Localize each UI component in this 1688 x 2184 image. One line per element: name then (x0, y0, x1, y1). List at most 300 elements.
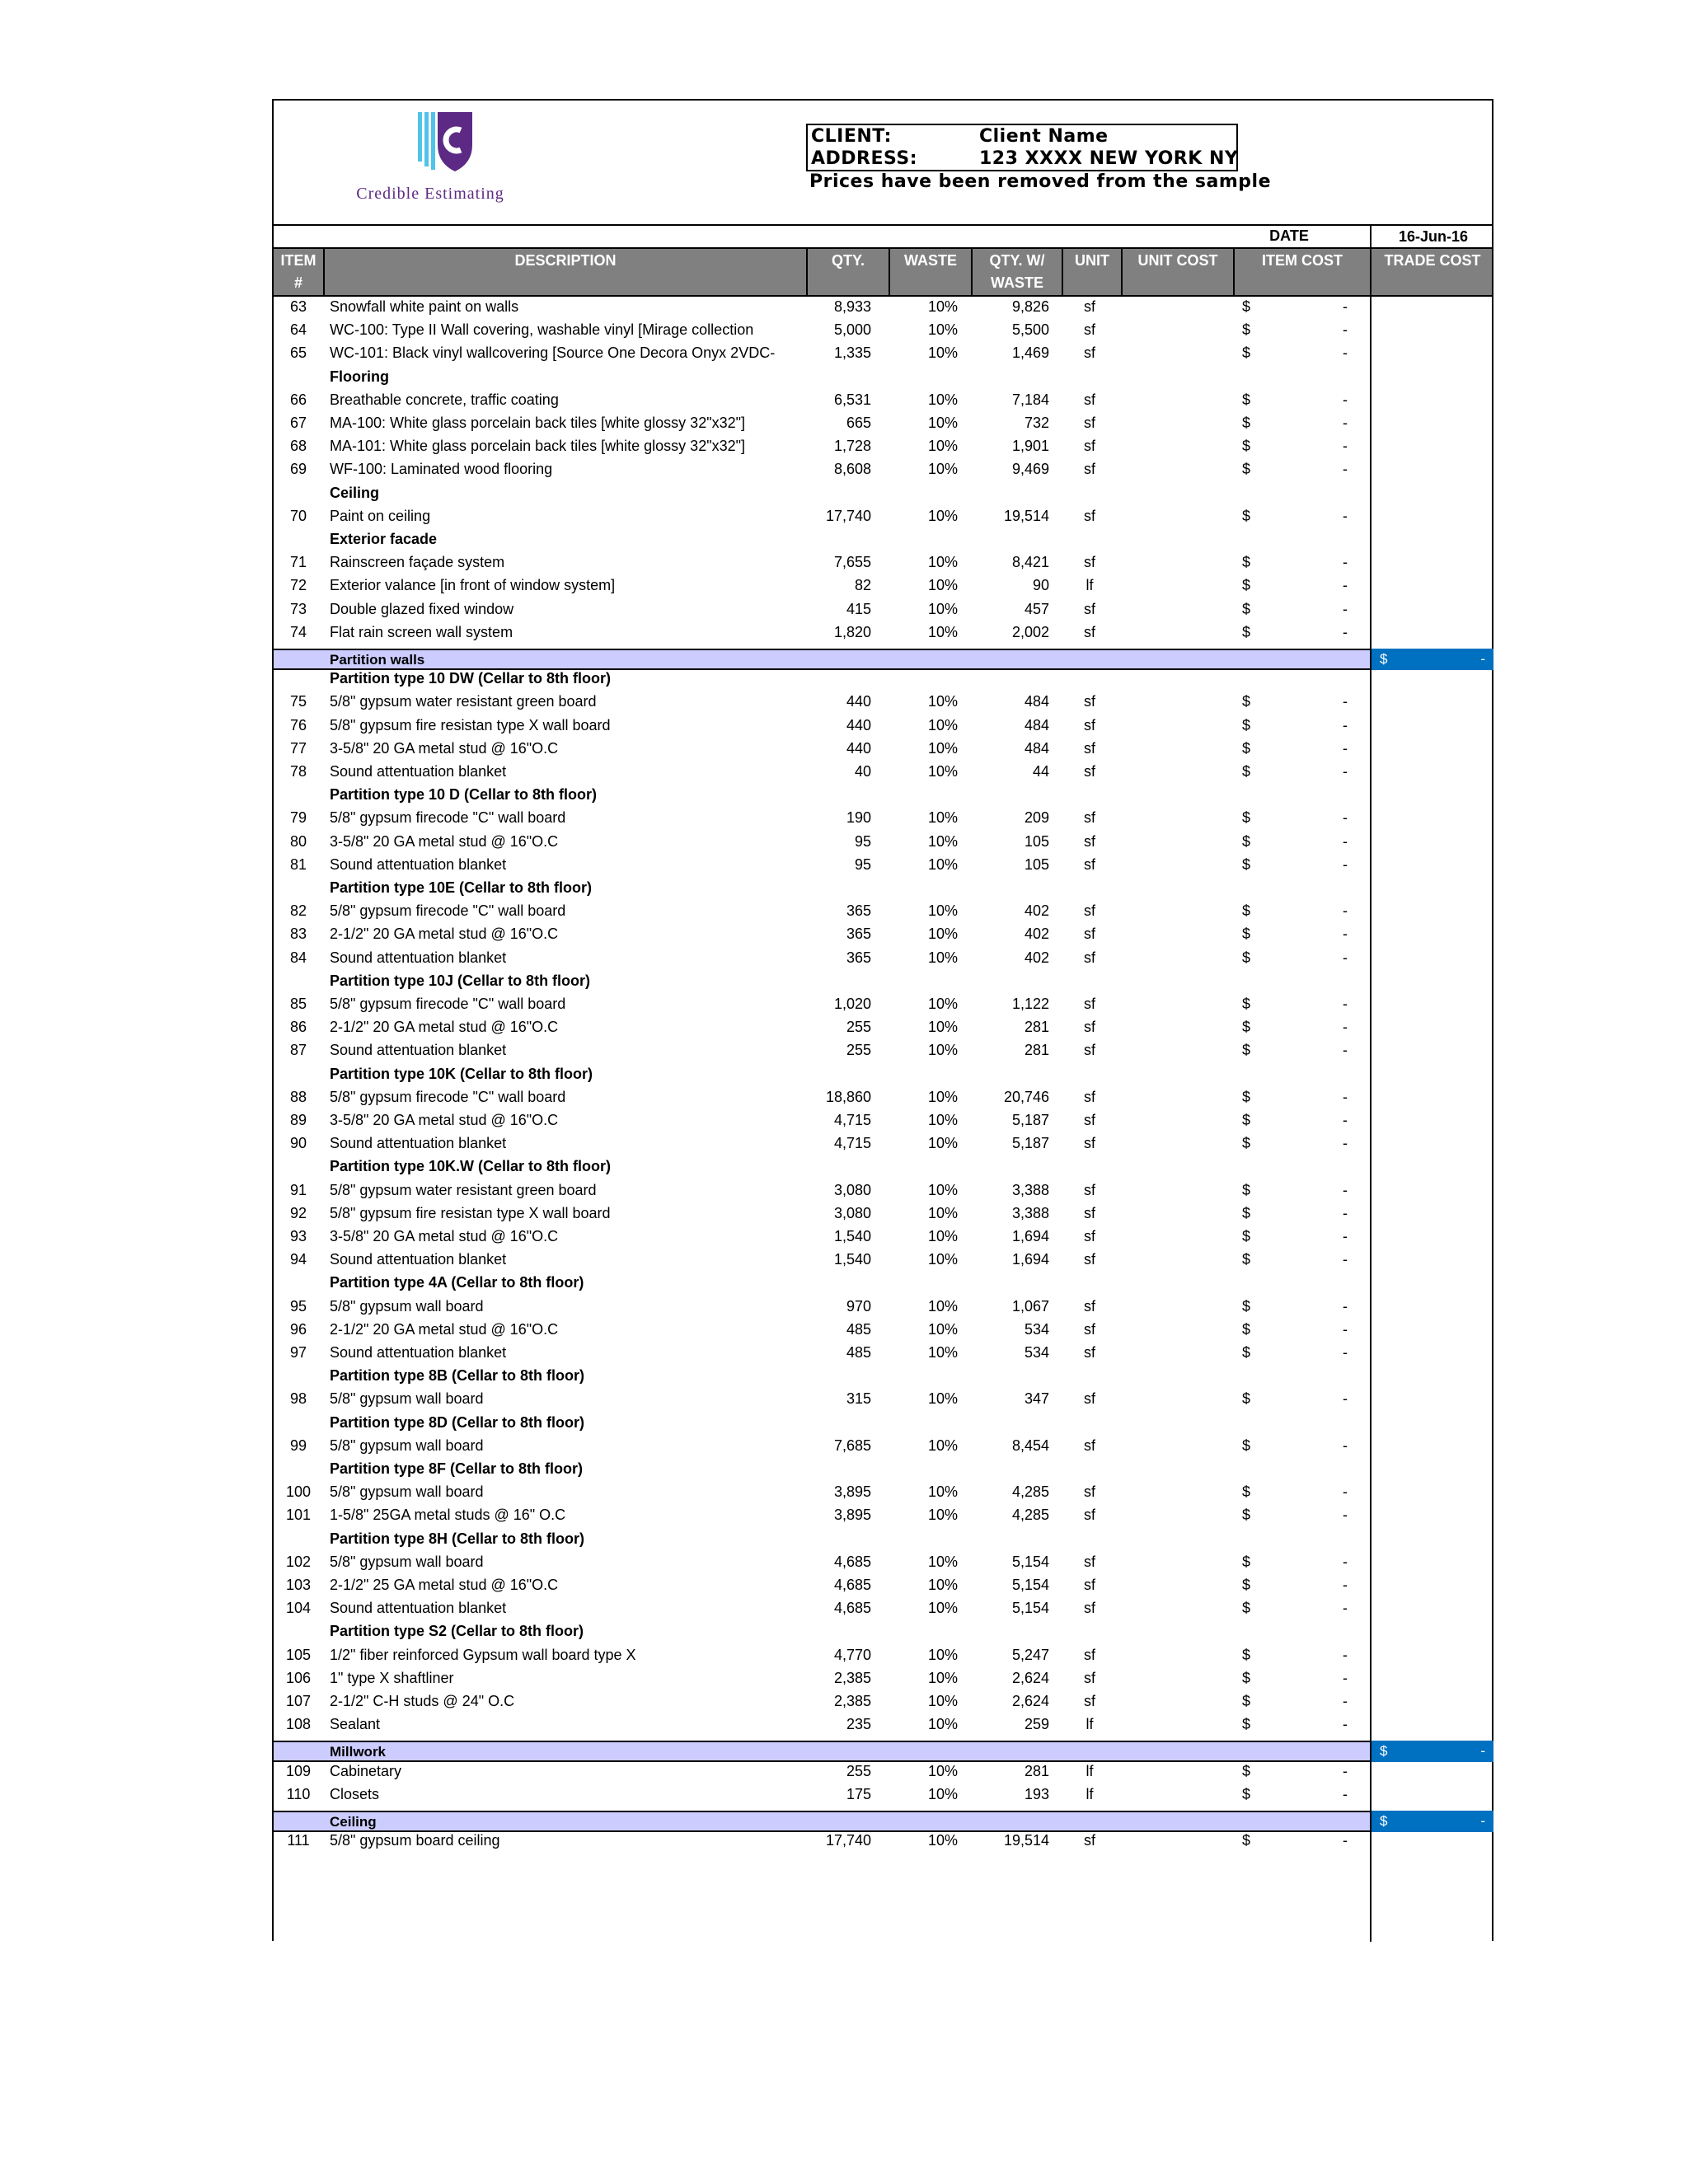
item-description: 5/8" gypsum wall board (330, 1553, 484, 1570)
price-note: Prices have been removed from the sample (809, 171, 1271, 192)
item-unit: sf (1083, 438, 1095, 455)
item-cost-value: - (1343, 1577, 1348, 1593)
item-description: 5/8" gypsum fire resistan type X wall board (330, 1204, 611, 1221)
item-waste: 10% (927, 693, 958, 710)
item-number: 105 (285, 1646, 312, 1663)
item-waste: 10% (927, 809, 958, 827)
item-qty-with-waste: 1,694 (1011, 1251, 1049, 1268)
item-cost-currency: $ (1242, 577, 1251, 594)
item-qty: 7,685 (833, 1436, 871, 1454)
item-cost-value: - (1343, 1646, 1348, 1663)
item-unit: sf (1083, 298, 1095, 315)
subheading-label: Exterior facade (330, 531, 438, 547)
subheading-row (274, 1530, 1492, 1552)
item-qty: 1,335 (833, 344, 871, 362)
item-number: 81 (289, 855, 307, 873)
item-unit: sf (1083, 1577, 1095, 1593)
item-description: Sound attentuation blanket (330, 1344, 507, 1361)
item-qty-with-waste: 1,694 (1011, 1228, 1049, 1244)
subheading-row (274, 670, 1492, 691)
item-unit: sf (1083, 623, 1095, 640)
item-description: Sealant (330, 1716, 381, 1733)
item-cost-value: - (1343, 623, 1348, 640)
subheading-label: Partition type 10E (Cellar to 8th floor) (330, 879, 593, 896)
item-description: Sound attentuation blanket (330, 1600, 507, 1617)
item-description: Sound attentuation blanket (330, 1042, 507, 1059)
table-row (274, 1577, 1492, 1598)
item-cost-value: - (1343, 1019, 1348, 1036)
subheading-row (274, 1414, 1492, 1436)
item-cost-value: - (1343, 1112, 1348, 1128)
item-description: 2-1/2" 25 GA metal stud @ 16"O.C (330, 1577, 559, 1593)
item-unit: sf (1083, 507, 1095, 524)
item-qty: 6,531 (833, 391, 871, 408)
item-qty: 2,385 (833, 1693, 871, 1709)
trade-total-value: - (1480, 1813, 1485, 1829)
item-waste: 10% (927, 1600, 958, 1617)
item-number: 108 (285, 1716, 312, 1733)
item-cost-value: - (1343, 344, 1348, 362)
item-unit: sf (1083, 949, 1095, 966)
subheading-label: Ceiling (330, 484, 380, 501)
item-waste: 10% (927, 996, 958, 1012)
item-waste: 10% (927, 832, 958, 850)
item-cost-value: - (1343, 996, 1348, 1012)
item-cost-value: - (1343, 1297, 1348, 1315)
item-description: 5/8" gypsum firecode "C" wall board (330, 902, 566, 920)
item-qty: 5,000 (833, 321, 871, 339)
item-qty-with-waste: 402 (1024, 949, 1049, 966)
item-description: Breathable concrete, traffic coating (330, 391, 559, 408)
table-row (274, 1483, 1492, 1505)
item-qty-with-waste: 2,624 (1011, 1693, 1049, 1709)
item-description: Snowfall white paint on walls (330, 298, 519, 315)
item-qty-with-waste: 484 (1024, 693, 1049, 710)
item-qty: 4,685 (833, 1577, 871, 1593)
item-cost-currency: $ (1242, 1832, 1251, 1849)
subheading-row (274, 1274, 1492, 1296)
table-row (274, 461, 1492, 482)
item-number: 72 (289, 577, 307, 594)
item-cost-currency: $ (1242, 926, 1251, 943)
item-description: Double glazed fixed window (330, 600, 514, 617)
item-description: 5/8" gypsum wall board (330, 1483, 484, 1501)
subheading-label: Partition type 8F (Cellar to 8th floor) (330, 1460, 584, 1477)
item-cost-currency: $ (1242, 321, 1251, 339)
item-qty: 4,715 (833, 1135, 871, 1152)
item-qty: 3,080 (833, 1181, 871, 1198)
item-cost-value: - (1343, 1390, 1348, 1408)
col-description: DESCRIPTION (325, 249, 808, 295)
item-number: 91 (289, 1181, 307, 1198)
item-cost-value: - (1343, 321, 1348, 339)
item-unit: sf (1083, 1436, 1095, 1454)
estimate-sheet (272, 99, 1493, 1941)
item-cost-value: - (1343, 1320, 1348, 1338)
item-waste: 10% (927, 1577, 958, 1593)
item-qty-with-waste: 484 (1024, 739, 1049, 757)
table-row (274, 1786, 1492, 1807)
item-description: MA-101: White glass porcelain back tiles [white glossy 32"x32"] (330, 438, 746, 455)
item-qty-with-waste: 457 (1024, 600, 1049, 617)
table-row (274, 1135, 1492, 1156)
item-description: 3-5/8" 20 GA metal stud @ 16"O.C (330, 1112, 559, 1128)
table-row (274, 1600, 1492, 1621)
item-description: Closets (330, 1785, 380, 1802)
item-number: 69 (289, 461, 307, 478)
subheading-row (274, 531, 1492, 552)
item-qty-with-waste: 2,002 (1011, 623, 1049, 640)
item-qty-with-waste: 20,746 (1003, 1088, 1049, 1105)
item-cost-currency: $ (1242, 996, 1251, 1012)
item-unit: sf (1083, 415, 1095, 431)
table-row (274, 1670, 1492, 1691)
subheading-row (274, 1066, 1492, 1087)
item-unit: sf (1083, 1600, 1095, 1617)
item-cost-value: - (1343, 1600, 1348, 1617)
item-unit: sf (1083, 1228, 1095, 1244)
item-unit: sf (1083, 693, 1095, 710)
item-unit: sf (1083, 739, 1095, 757)
item-unit: sf (1083, 855, 1095, 873)
item-description: 3-5/8" 20 GA metal stud @ 16"O.C (330, 832, 559, 850)
currency-sign: $ (1380, 1743, 1388, 1760)
item-number: 82 (289, 902, 307, 920)
item-description: 5/8" gypsum wall board (330, 1390, 484, 1408)
item-cost-value: - (1343, 1181, 1348, 1198)
item-unit: sf (1083, 344, 1095, 362)
item-cost-currency: $ (1242, 461, 1251, 478)
item-qty-with-waste: 2,624 (1011, 1669, 1049, 1686)
item-cost-value: - (1343, 415, 1348, 431)
item-cost-currency: $ (1242, 298, 1251, 315)
item-cost-value: - (1343, 1669, 1348, 1686)
item-description: Sound attentuation blanket (330, 855, 507, 873)
item-waste: 10% (927, 1112, 958, 1128)
item-cost-currency: $ (1242, 554, 1251, 571)
table-row (274, 1182, 1492, 1203)
item-description: 5/8" gypsum wall board (330, 1297, 484, 1315)
table-row (274, 1112, 1492, 1133)
item-unit: sf (1083, 1669, 1095, 1686)
item-description: 2-1/2" C-H studs @ 24" O.C (330, 1693, 515, 1709)
section-band (274, 649, 1492, 670)
item-description: 3-5/8" 20 GA metal stud @ 16"O.C (330, 739, 559, 757)
item-qty: 440 (846, 716, 871, 733)
item-description: Exterior valance [in front of window system] (330, 577, 616, 594)
item-qty: 82 (854, 577, 871, 594)
item-qty: 4,715 (833, 1112, 871, 1128)
item-qty: 1,540 (833, 1251, 871, 1268)
item-description: Paint on ceiling (330, 507, 431, 524)
item-cost-currency: $ (1242, 902, 1251, 920)
item-number: 109 (285, 1762, 312, 1779)
item-waste: 10% (927, 1762, 958, 1779)
item-number: 101 (285, 1507, 312, 1524)
item-number: 75 (289, 693, 307, 710)
item-number: 97 (289, 1344, 307, 1361)
subheading-label: Flooring (330, 368, 389, 385)
item-unit: sf (1083, 809, 1095, 827)
table-row (274, 508, 1492, 529)
item-cost-currency: $ (1242, 1483, 1251, 1501)
item-waste: 10% (927, 763, 958, 780)
item-cost-value: - (1343, 577, 1348, 594)
item-waste: 10% (927, 716, 958, 733)
item-cost-currency: $ (1242, 1112, 1251, 1128)
item-cost-value: - (1343, 1785, 1348, 1802)
item-qty: 970 (846, 1297, 871, 1315)
item-description: 5/8" gypsum firecode "C" wall board (330, 809, 566, 827)
item-cost-value: - (1343, 461, 1348, 478)
item-unit: sf (1083, 1019, 1095, 1036)
item-number: 104 (285, 1600, 312, 1617)
item-number: 111 (287, 1832, 310, 1849)
item-cost-value: - (1343, 1042, 1348, 1059)
col-unit-cost: UNIT COST (1123, 249, 1235, 295)
client-info-box (806, 124, 1238, 171)
item-qty-with-waste: 193 (1024, 1785, 1049, 1802)
item-number: 63 (289, 298, 307, 315)
table-row (274, 624, 1492, 645)
item-qty-with-waste: 484 (1024, 716, 1049, 733)
item-unit: sf (1083, 1112, 1095, 1128)
item-cost-currency: $ (1242, 739, 1251, 757)
item-qty: 8,608 (833, 461, 871, 478)
item-description: 1" type X shaftliner (330, 1669, 454, 1686)
item-cost-value: - (1343, 600, 1348, 617)
item-description: 1/2" fiber reinforced Gypsum wall board type X (330, 1646, 636, 1663)
item-qty: 190 (846, 809, 871, 827)
subheading-label: Partition type 4A (Cellar to 8th floor) (330, 1274, 584, 1291)
item-cost-value: - (1343, 739, 1348, 757)
item-waste: 10% (927, 1390, 958, 1408)
item-number: 77 (289, 739, 307, 757)
item-description: 5/8" gypsum board ceiling (330, 1832, 500, 1849)
item-unit: sf (1083, 763, 1095, 780)
table-row (274, 809, 1492, 831)
item-unit: sf (1083, 1344, 1095, 1361)
item-number: 83 (289, 926, 307, 943)
item-number: 107 (285, 1693, 312, 1709)
item-description: WC-101: Black vinyl wallcovering [Source One Decora Onyx 2VDC- (330, 344, 776, 362)
section-band (274, 1811, 1492, 1832)
item-description: 2-1/2" 20 GA metal stud @ 16"O.C (330, 1320, 559, 1338)
subheading-row (274, 879, 1492, 901)
subheading-label: Partition type 8B (Cellar to 8th floor) (330, 1367, 585, 1385)
item-description: Sound attentuation blanket (330, 1135, 507, 1152)
item-waste: 10% (927, 344, 958, 362)
item-qty-with-waste: 90 (1032, 577, 1049, 594)
item-number: 99 (289, 1436, 307, 1454)
item-cost-currency: $ (1242, 1042, 1251, 1059)
item-cost-value: - (1343, 1204, 1348, 1221)
table-row (274, 1763, 1492, 1784)
client-name: Client Name (979, 126, 1109, 147)
table-row (274, 391, 1492, 413)
item-description: WC-100: Type II Wall covering, washable vinyl [Mirage collection (330, 321, 754, 339)
item-waste: 10% (927, 1669, 958, 1686)
trade-total-value: - (1480, 1743, 1485, 1760)
sheet-header (274, 101, 1492, 224)
subheading-row (274, 1367, 1492, 1389)
item-qty-with-waste: 9,469 (1011, 461, 1049, 478)
item-cost-currency: $ (1242, 1577, 1251, 1593)
item-qty: 365 (846, 926, 871, 943)
item-qty-with-waste: 259 (1024, 1716, 1049, 1733)
item-cost-currency: $ (1242, 1716, 1251, 1733)
table-row (274, 1693, 1492, 1714)
item-unit: sf (1083, 461, 1095, 478)
item-waste: 10% (927, 926, 958, 943)
item-cost-value: - (1343, 855, 1348, 873)
item-unit: sf (1083, 1181, 1095, 1198)
item-unit: sf (1083, 321, 1095, 339)
item-description: Sound attentuation blanket (330, 763, 507, 780)
item-description: Flat rain screen wall system (330, 623, 513, 640)
item-number: 80 (289, 832, 307, 850)
section-trade-total (1370, 649, 1493, 670)
col-item-cost: ITEM COST (1235, 249, 1372, 295)
item-cost-value: - (1343, 1436, 1348, 1454)
subheading-label: Partition type 10K.W (Cellar to 8th floor) (330, 1158, 612, 1175)
item-qty-with-waste: 3,388 (1011, 1204, 1049, 1221)
item-qty: 7,655 (833, 554, 871, 571)
item-number: 90 (289, 1135, 307, 1152)
table-row (274, 902, 1492, 924)
item-qty-with-waste: 402 (1024, 902, 1049, 920)
col-item: ITEM # (274, 249, 325, 295)
item-waste: 10% (927, 1181, 958, 1198)
item-qty-with-waste: 5,154 (1011, 1577, 1049, 1593)
table-row (274, 1205, 1492, 1226)
client-label: CLIENT: (811, 126, 892, 147)
item-cost-currency: $ (1242, 716, 1251, 733)
table-row (274, 1716, 1492, 1737)
item-qty-with-waste: 9,826 (1011, 298, 1049, 315)
item-qty-with-waste: 1,067 (1011, 1297, 1049, 1315)
table-row (274, 1647, 1492, 1668)
table-row (274, 438, 1492, 459)
item-qty: 485 (846, 1344, 871, 1361)
item-cost-value: - (1343, 1251, 1348, 1268)
item-qty-with-waste: 8,421 (1011, 554, 1049, 571)
item-cost-value: - (1343, 438, 1348, 455)
item-qty-with-waste: 1,122 (1011, 996, 1049, 1012)
item-qty-with-waste: 209 (1024, 809, 1049, 827)
item-qty: 95 (854, 832, 871, 850)
item-waste: 10% (927, 1553, 958, 1570)
item-cost-value: - (1343, 298, 1348, 315)
item-number: 86 (289, 1019, 307, 1036)
table-row (274, 717, 1492, 738)
table-row (274, 1228, 1492, 1249)
item-number: 76 (289, 716, 307, 733)
address-value: 123 XXXX NEW YORK NY (979, 148, 1239, 169)
item-unit: sf (1083, 1088, 1095, 1105)
item-cost-currency: $ (1242, 438, 1251, 455)
subheading-row (274, 1158, 1492, 1179)
item-waste: 10% (927, 1320, 958, 1338)
item-qty-with-waste: 5,247 (1011, 1646, 1049, 1663)
item-description: 2-1/2" 20 GA metal stud @ 16"O.C (330, 1019, 559, 1036)
item-cost-currency: $ (1242, 1669, 1251, 1686)
item-unit: lf (1085, 1762, 1094, 1779)
item-qty-with-waste: 732 (1024, 415, 1049, 431)
subheading-row (274, 1460, 1492, 1482)
item-description: 5/8" gypsum wall board (330, 1436, 484, 1454)
item-waste: 10% (927, 739, 958, 757)
item-unit: sf (1083, 1832, 1095, 1849)
item-qty-with-waste: 347 (1024, 1390, 1049, 1408)
item-description: Rainscreen façade system (330, 554, 505, 571)
item-waste: 10% (927, 321, 958, 339)
table-row (274, 1019, 1492, 1040)
item-unit: sf (1083, 1297, 1095, 1315)
item-qty: 95 (854, 855, 871, 873)
item-cost-currency: $ (1242, 1228, 1251, 1244)
table-row (274, 298, 1492, 320)
table-row (274, 1832, 1492, 1854)
item-description: 5/8" gypsum firecode "C" wall board (330, 1088, 566, 1105)
item-qty-with-waste: 5,187 (1011, 1135, 1049, 1152)
item-unit: sf (1083, 1251, 1095, 1268)
item-qty: 4,685 (833, 1600, 871, 1617)
item-cost-currency: $ (1242, 855, 1251, 873)
item-number: 68 (289, 438, 307, 455)
item-qty-with-waste: 1,901 (1011, 438, 1049, 455)
col-qty-with-waste: QTY. W/ WASTE (973, 249, 1063, 295)
item-waste: 10% (927, 855, 958, 873)
currency-sign: $ (1380, 1813, 1388, 1829)
item-qty: 3,895 (833, 1507, 871, 1524)
item-cost-value: - (1343, 832, 1348, 850)
item-cost-value: - (1343, 1507, 1348, 1524)
item-description: Cabinetary (330, 1762, 402, 1779)
item-number: 95 (289, 1297, 307, 1315)
item-qty: 18,860 (825, 1088, 871, 1105)
trade-cost-divider (1370, 293, 1372, 1942)
table-row (274, 740, 1492, 762)
item-qty: 255 (846, 1762, 871, 1779)
item-cost-currency: $ (1242, 1320, 1251, 1338)
item-number: 98 (289, 1390, 307, 1408)
table-row (274, 1390, 1492, 1412)
company-name: Credible Estimating (356, 185, 504, 203)
item-cost-value: - (1343, 1483, 1348, 1501)
table-row (274, 554, 1492, 575)
address-label: ADDRESS: (811, 148, 918, 169)
item-description: MA-100: White glass porcelain back tiles [white glossy 32"x32"] (330, 415, 746, 431)
item-qty: 175 (846, 1785, 871, 1802)
item-number: 73 (289, 600, 307, 617)
item-number: 110 (286, 1785, 311, 1802)
date-label: DATE (1269, 227, 1309, 244)
item-qty-with-waste: 5,154 (1011, 1600, 1049, 1617)
item-cost-currency: $ (1242, 1390, 1251, 1408)
subheading-label: Partition type 8H (Cellar to 8th floor) (330, 1530, 585, 1547)
item-unit: sf (1083, 1553, 1095, 1570)
item-cost-currency: $ (1242, 600, 1251, 617)
item-number: 87 (289, 1042, 307, 1059)
table-row (274, 1554, 1492, 1575)
item-number: 64 (289, 321, 307, 339)
item-qty: 1,020 (833, 996, 871, 1012)
item-qty: 415 (846, 600, 871, 617)
item-description: 2-1/2" 20 GA metal stud @ 16"O.C (330, 926, 559, 943)
item-cost-currency: $ (1242, 1553, 1251, 1570)
item-cost-currency: $ (1242, 623, 1251, 640)
